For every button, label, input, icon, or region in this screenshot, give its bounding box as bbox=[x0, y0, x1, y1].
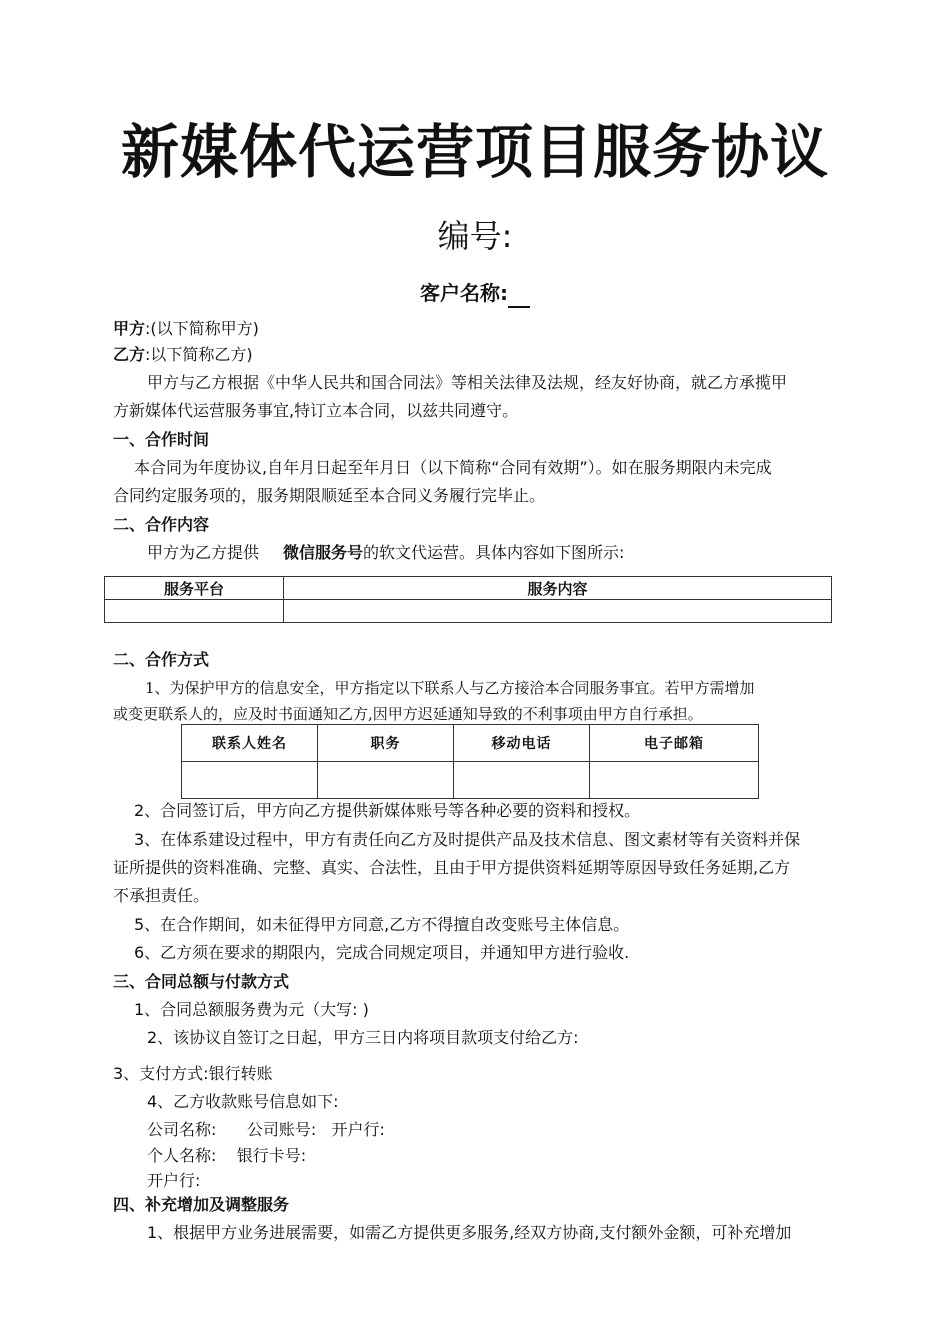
party-a-text: :(以下简称甲方) bbox=[145, 319, 259, 338]
list-item: 3、支付方式:银行转账 bbox=[113, 1064, 273, 1083]
client-name-blank bbox=[508, 286, 530, 308]
list-item: 不承担责任。 bbox=[113, 886, 210, 905]
list-item: 6、乙方须在要求的期限内，完成合同规定项目，并通知甲方进行验收. bbox=[134, 943, 630, 962]
table-cell bbox=[454, 762, 590, 799]
table-header-cell: 电子邮箱 bbox=[590, 725, 759, 762]
service-table bbox=[104, 576, 832, 623]
table-header-row bbox=[105, 577, 832, 600]
paragraph-line: 或变更联系人的，应及时书面通知乙方,因甲方迟延通知导致的不利事项由甲方自行承担。 bbox=[113, 705, 703, 723]
paragraph-line: 甲方为乙方提供 微信服务号的软文代运营。具体内容如下图所示: bbox=[147, 543, 625, 562]
table-header-row bbox=[182, 725, 759, 762]
paragraph-line: 合同约定服务项的，服务期限顺延至本合同义务履行完毕止。 bbox=[113, 486, 546, 505]
contract-number-label: 编号: bbox=[437, 217, 513, 255]
table-row bbox=[182, 762, 759, 799]
table-header-cell: 服务平台 bbox=[105, 577, 284, 600]
list-item: 1、合同总额服务费为元（大写: ) bbox=[134, 1000, 369, 1019]
paragraph-line: 1、为保护甲方的信息安全，甲方指定以下联系人与乙方接洽本合同服务事宜。若甲方需增加 bbox=[145, 679, 755, 697]
table-cell bbox=[284, 600, 832, 623]
client-name-line bbox=[0, 278, 950, 308]
contact-table bbox=[181, 724, 759, 799]
party-a-label: 甲方 bbox=[113, 319, 146, 338]
section-heading: 四、补充增加及调整服务 bbox=[113, 1195, 290, 1214]
table-header-cell: 职务 bbox=[318, 725, 454, 762]
table-cell bbox=[590, 762, 759, 799]
intro-line-1: 甲方与乙方根据《中华人民共和国合同法》等相关法律及法规，经友好协商，就乙方承揽甲 bbox=[147, 373, 788, 392]
intro-line-2: 方新媒体代运营服务事宜,特订立本合同，以兹共同遵守。 bbox=[113, 401, 519, 420]
list-item: 证所提供的资料准确、完整、真实、合法性，且由于甲方提供资料延期等原因导致任务延期,乙方 bbox=[113, 858, 791, 877]
list-item: 开户行: bbox=[147, 1171, 201, 1190]
client-name-label: 客户名称: bbox=[420, 281, 508, 305]
table-header-cell: 联系人姓名 bbox=[182, 725, 318, 762]
table-cell bbox=[318, 762, 454, 799]
section-heading: 三、合同总额与付款方式 bbox=[113, 972, 290, 991]
list-item: 1、根据甲方业务进展需要，如需乙方提供更多服务,经双方协商,支付额外金额，可补充增加 bbox=[147, 1223, 792, 1242]
list-item: 个人名称: 银行卡号: bbox=[147, 1146, 307, 1165]
document-title: 新媒体代运营项目服务协议 bbox=[120, 118, 829, 186]
table-cell bbox=[182, 762, 318, 799]
table-header-cell: 服务内容 bbox=[284, 577, 832, 600]
section-heading: 二、合作方式 bbox=[113, 650, 210, 669]
section-heading: 二、合作内容 bbox=[113, 515, 210, 534]
section-heading: 一、合作时间 bbox=[113, 430, 210, 449]
list-item: 2、该协议自签订之日起，甲方三日内将项目款项支付给乙方: bbox=[147, 1028, 579, 1047]
party-b-label: 乙方 bbox=[113, 345, 146, 364]
party-a-line bbox=[113, 316, 259, 342]
list-item: 2、合同签订后，甲方向乙方提供新媒体账号等各种必要的资料和授权。 bbox=[134, 801, 641, 820]
table-cell bbox=[105, 600, 284, 623]
party-b-text: :以下简称乙方) bbox=[145, 345, 253, 364]
list-item: 3、在体系建设过程中，甲方有责任向乙方及时提供产品及技术信息、图文素材等有关资料并保 bbox=[134, 830, 801, 849]
table-row bbox=[105, 600, 832, 623]
party-b-line bbox=[113, 342, 253, 368]
list-item: 5、在合作期间，如未征得甲方同意,乙方不得擅自改变账号主体信息。 bbox=[134, 915, 630, 934]
paragraph-line: 本合同为年度协议,自年月日起至年月日（以下简称“合同有效期”）。如在服务期限内未完成 bbox=[134, 458, 772, 477]
list-item: 4、乙方收款账号信息如下: bbox=[147, 1092, 339, 1111]
table-header-cell: 移动电话 bbox=[454, 725, 590, 762]
list-item: 公司名称: 公司账号: 开户行: bbox=[147, 1120, 385, 1139]
